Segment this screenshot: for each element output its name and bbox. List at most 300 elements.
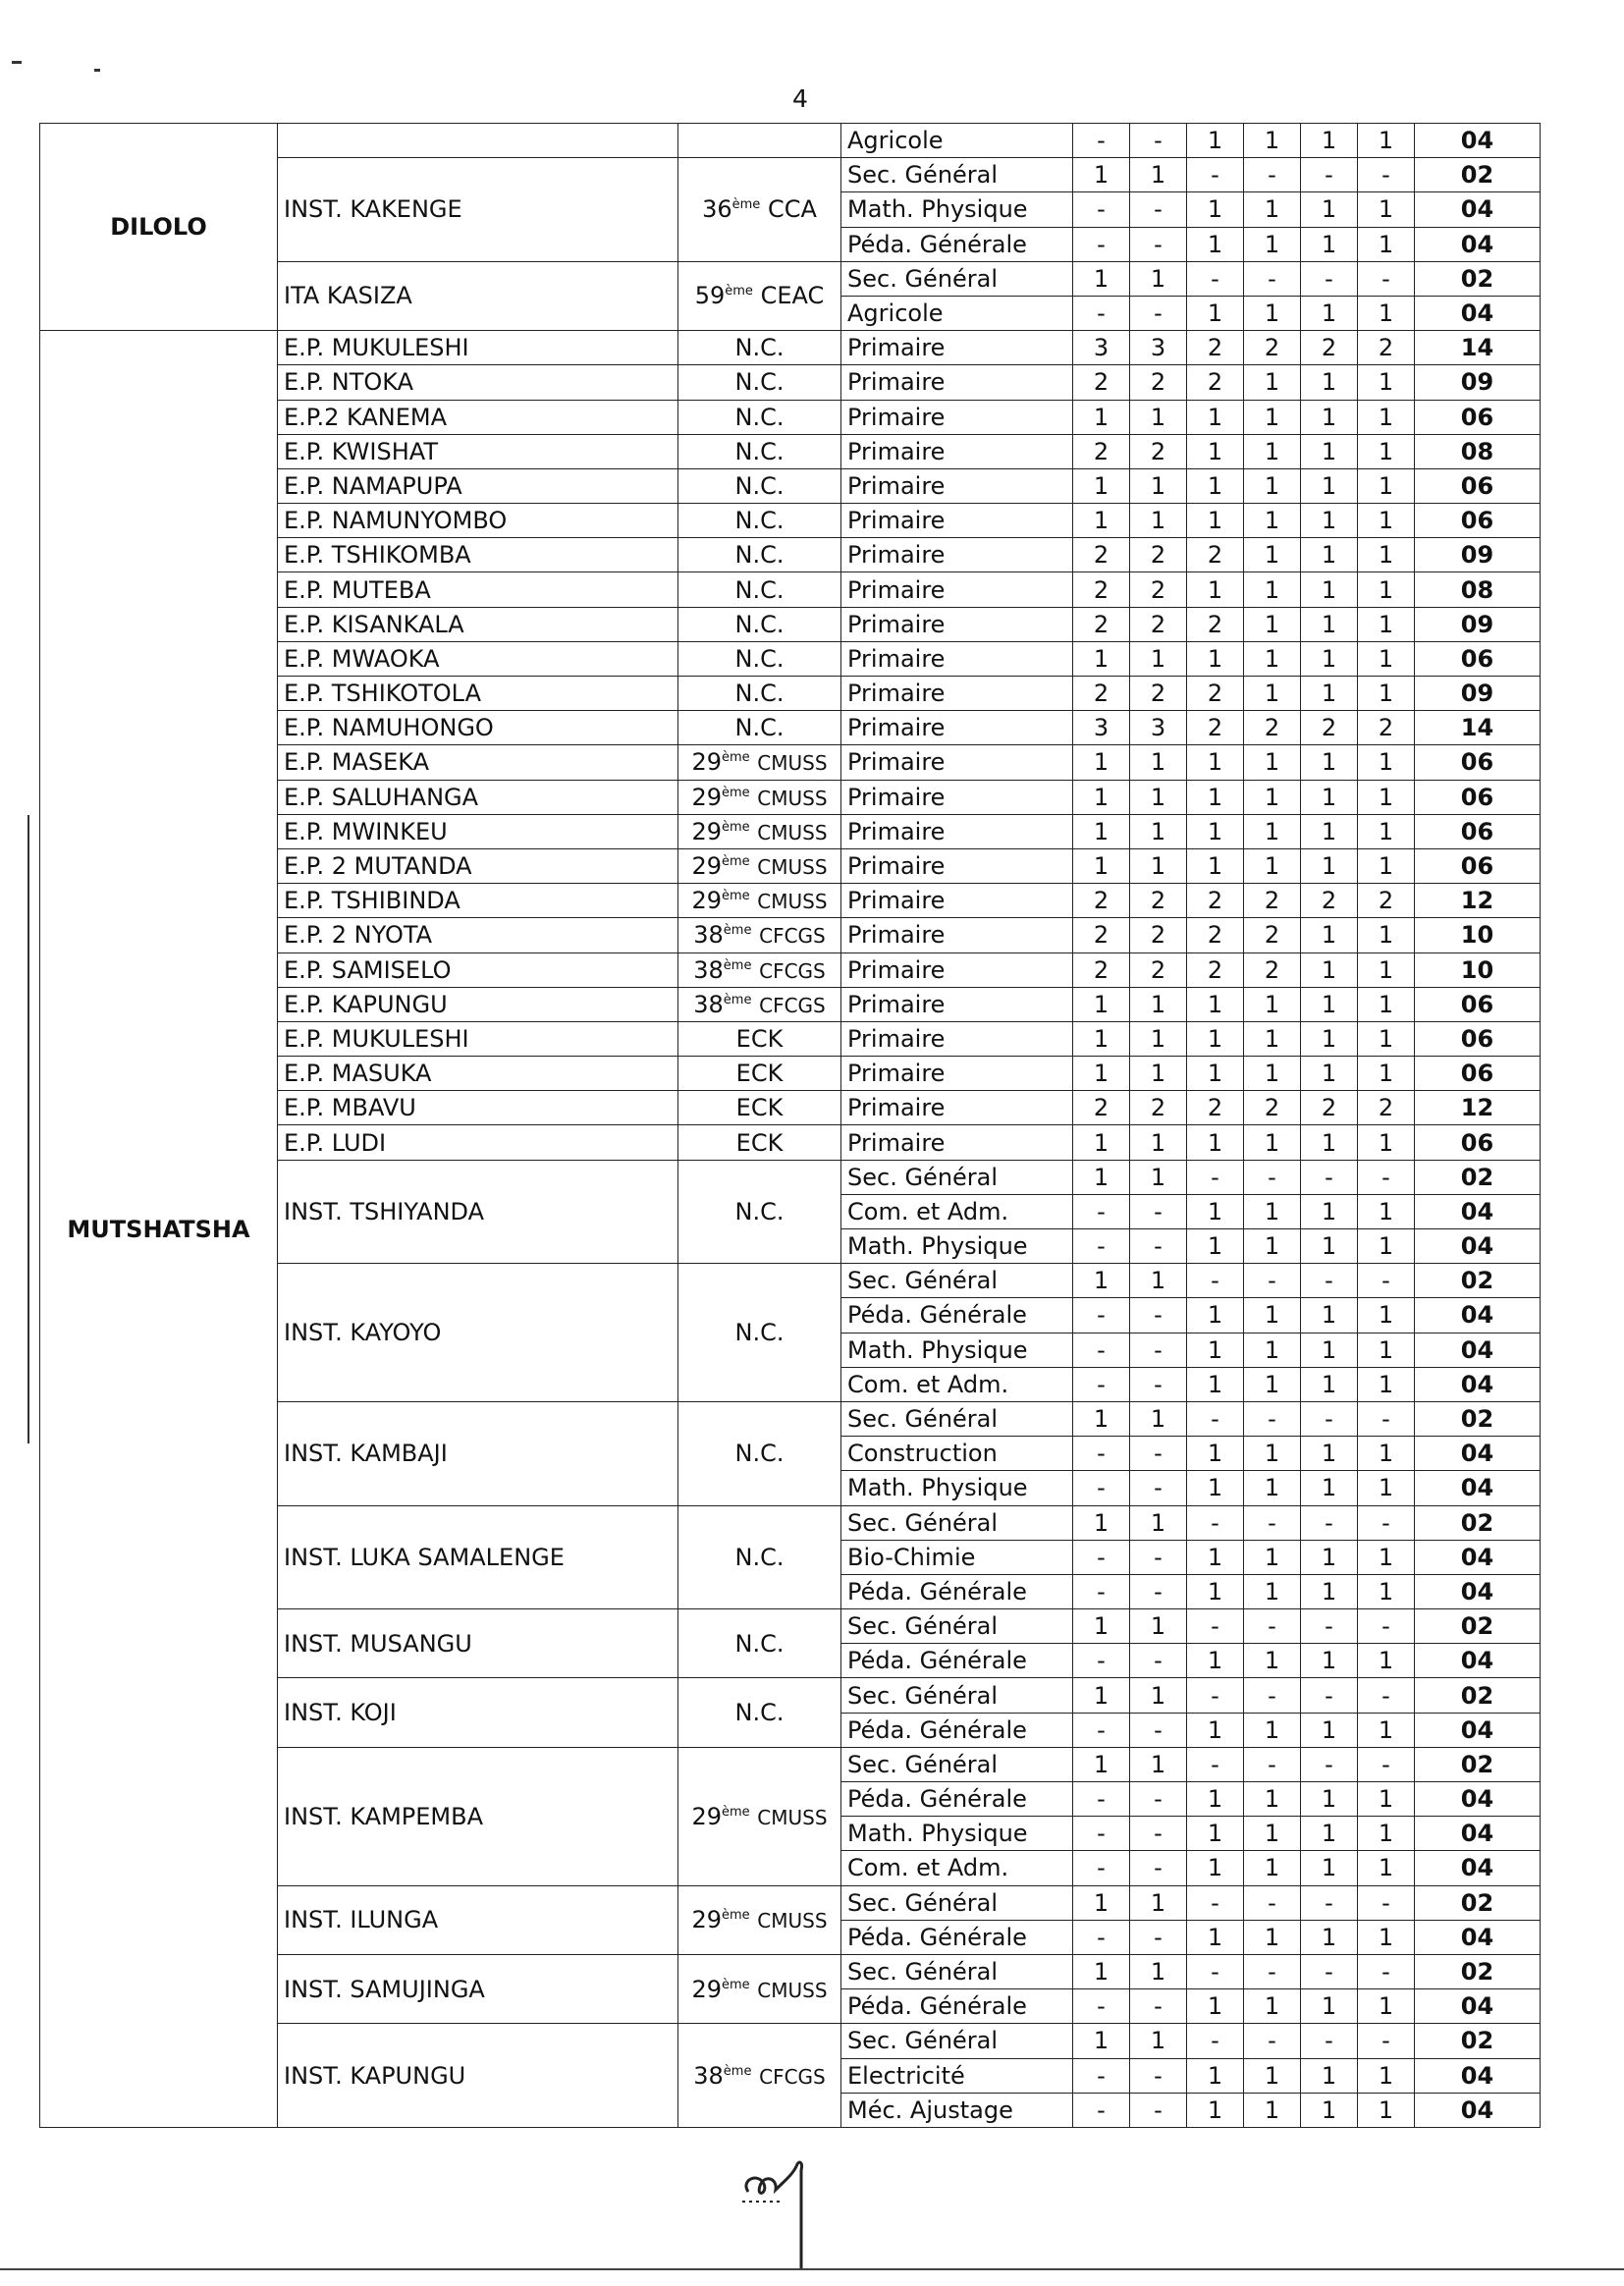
value-cell: - [1358, 1747, 1415, 1781]
value-cell: 1 [1358, 987, 1415, 1021]
value-cell: 1 [1073, 1264, 1130, 1298]
regime-number: N.C. [734, 644, 785, 673]
value-cell: 1 [1301, 1437, 1358, 1471]
value-cell: 1 [1073, 987, 1130, 1021]
option-name: Sec. Général [841, 1160, 1073, 1194]
regime-cell [678, 745, 841, 780]
value-cell: 1 [1244, 1229, 1301, 1264]
regime-number: N.C. [734, 471, 785, 500]
option-name: Péda. Générale [841, 1989, 1073, 2024]
value-cell: 1 [1187, 848, 1244, 883]
total-cell: 06 [1415, 987, 1541, 1021]
value-cell: 1 [1187, 1851, 1244, 1885]
value-cell: - [1244, 158, 1301, 192]
school-name: E.P.2 KANEMA [278, 400, 678, 434]
value-cell: 2 [1187, 918, 1244, 952]
regime-network: CFCGS [759, 958, 826, 983]
school-name: E.P. MASEKA [278, 745, 678, 780]
value-cell: 1 [1187, 1713, 1244, 1747]
regime-number: N.C. [734, 541, 785, 570]
school-name: E.P. KWISHAT [278, 434, 678, 468]
value-cell: - [1187, 1609, 1244, 1644]
value-cell: 1 [1244, 2058, 1301, 2093]
total-cell: 02 [1415, 1609, 1541, 1644]
value-cell: - [1130, 2093, 1187, 2127]
value-cell: - [1073, 1333, 1130, 1367]
value-cell: - [1130, 1817, 1187, 1851]
value-cell: 2 [1073, 538, 1130, 572]
value-cell: 1 [1130, 1057, 1187, 1091]
value-cell: 1 [1244, 400, 1301, 434]
value-cell: 1 [1301, 987, 1358, 1021]
total-cell: 06 [1415, 780, 1541, 814]
school-name: E.P. NAMUNYOMBO [278, 504, 678, 538]
value-cell: 1 [1130, 158, 1187, 192]
option-name: Primaire [841, 1057, 1073, 1091]
value-cell: - [1187, 1401, 1244, 1436]
value-cell: 1 [1244, 1125, 1301, 1160]
value-cell: - [1301, 158, 1358, 192]
total-cell: 08 [1415, 434, 1541, 468]
value-cell: 1 [1073, 1125, 1130, 1160]
regime-cell [678, 1609, 841, 1678]
value-cell: - [1073, 1229, 1130, 1264]
option-name: Com. et Adm. [841, 1367, 1073, 1401]
option-name: Primaire [841, 848, 1073, 883]
total-cell: 06 [1415, 468, 1541, 503]
value-cell: 1 [1244, 434, 1301, 468]
regime-number: ECK [735, 1094, 784, 1122]
value-cell: - [1130, 1540, 1187, 1574]
value-cell: 1 [1187, 434, 1244, 468]
total-cell: 09 [1415, 538, 1541, 572]
value-cell: 1 [1301, 1057, 1358, 1091]
page-bottom-rule [0, 2268, 1624, 2270]
value-cell: 2 [1130, 952, 1187, 987]
value-cell: 1 [1187, 987, 1244, 1021]
value-cell: - [1301, 1505, 1358, 1540]
value-cell: - [1187, 1160, 1244, 1194]
value-cell: 2 [1073, 572, 1130, 607]
regime-number: 29 [691, 783, 722, 811]
value-cell: 2 [1244, 1091, 1301, 1125]
option-name: Sec. Général [841, 2024, 1073, 2058]
option-name: Sec. Général [841, 1885, 1073, 1920]
value-cell: 1 [1301, 1851, 1358, 1885]
value-cell: 1 [1073, 1057, 1130, 1091]
value-cell: - [1301, 1401, 1358, 1436]
option-name: Primaire [841, 331, 1073, 365]
value-cell: 1 [1130, 1954, 1187, 1988]
option-name: Primaire [841, 400, 1073, 434]
regime-ordinal-suffix: ème [723, 923, 752, 939]
value-cell: 1 [1301, 1989, 1358, 2024]
value-cell: 1 [1358, 1644, 1415, 1678]
option-name: Sec. Général [841, 1264, 1073, 1298]
total-cell: 04 [1415, 1333, 1541, 1367]
value-cell: 1 [1301, 1298, 1358, 1333]
value-cell: 1 [1244, 780, 1301, 814]
value-cell: 1 [1130, 1885, 1187, 1920]
value-cell: - [1130, 1989, 1187, 2024]
value-cell: 2 [1130, 434, 1187, 468]
value-cell: - [1073, 2093, 1130, 2127]
value-cell: 2 [1187, 952, 1244, 987]
value-cell: - [1244, 1401, 1301, 1436]
school-name: E.P. MWAOKA [278, 641, 678, 676]
value-cell: - [1301, 1160, 1358, 1194]
option-name: Primaire [841, 677, 1073, 711]
value-cell: 1 [1073, 1954, 1130, 1988]
value-cell: - [1130, 1471, 1187, 1505]
value-cell: - [1244, 1885, 1301, 1920]
value-cell: 1 [1301, 538, 1358, 572]
value-cell: 1 [1187, 2058, 1244, 2093]
value-cell: - [1130, 1644, 1187, 1678]
option-name: Electricité [841, 2058, 1073, 2093]
value-cell: - [1073, 1574, 1130, 1608]
value-cell: 1 [1130, 745, 1187, 780]
school-name: E.P. SAMISELO [278, 952, 678, 987]
value-cell: 1 [1187, 400, 1244, 434]
allocation-table-body [40, 124, 1541, 2128]
value-cell: 1 [1130, 1021, 1187, 1056]
regime-network: CMUSS [757, 855, 828, 880]
school-name: INST. KAKENGE [278, 158, 678, 262]
school-name: INST. TSHIYANDA [278, 1160, 678, 1264]
value-cell: - [1301, 1885, 1358, 1920]
value-cell: 1 [1358, 1333, 1415, 1367]
value-cell: - [1301, 261, 1358, 296]
regime-network: CMUSS [757, 1909, 828, 1933]
value-cell: - [1244, 1678, 1301, 1713]
value-cell: 2 [1130, 884, 1187, 918]
regime-cell [678, 780, 841, 814]
total-cell: 04 [1415, 296, 1541, 330]
value-cell: 1 [1073, 2024, 1130, 2058]
value-cell: 1 [1187, 1471, 1244, 1505]
regime-network: CFCGS [759, 924, 826, 949]
value-cell: 1 [1244, 1021, 1301, 1056]
allocation-table [39, 123, 1541, 2128]
regime-number: 29 [691, 817, 722, 845]
value-cell: 1 [1244, 1851, 1301, 1885]
regime-ordinal-suffix: ème [721, 785, 750, 800]
regime-network: CFCGS [759, 2064, 826, 2089]
regime-number: N.C. [734, 1319, 785, 1347]
value-cell: 1 [1244, 227, 1301, 261]
total-cell: 06 [1415, 848, 1541, 883]
total-cell: 04 [1415, 1194, 1541, 1228]
value-cell: - [1244, 261, 1301, 296]
option-name: Primaire [841, 918, 1073, 952]
option-name: Primaire [841, 572, 1073, 607]
value-cell: 2 [1187, 1091, 1244, 1125]
value-cell: 1 [1358, 814, 1415, 848]
district-name: DILOLO [40, 124, 278, 331]
value-cell: 1 [1073, 158, 1130, 192]
value-cell: 2 [1187, 331, 1244, 365]
value-cell: 1 [1130, 468, 1187, 503]
regime-cell [678, 434, 841, 468]
value-cell: 1 [1130, 504, 1187, 538]
scan-mark [94, 69, 100, 72]
value-cell: 1 [1130, 400, 1187, 434]
value-cell: 2 [1073, 1091, 1130, 1125]
option-name: Math. Physique [841, 1333, 1073, 1367]
value-cell: - [1073, 1817, 1130, 1851]
value-cell: 1 [1301, 504, 1358, 538]
regime-number: ECK [735, 1128, 784, 1157]
total-cell: 04 [1415, 1471, 1541, 1505]
total-cell: 09 [1415, 677, 1541, 711]
regime-cell [678, 504, 841, 538]
school-name: INST. KAYOYO [278, 1264, 678, 1402]
regime-network: CMUSS [757, 1805, 828, 1829]
value-cell: 1 [1358, 918, 1415, 952]
regime-cell [678, 1125, 841, 1160]
value-cell: 1 [1244, 1333, 1301, 1367]
school-name: E.P. 2 MUTANDA [278, 848, 678, 883]
total-cell: 02 [1415, 1264, 1541, 1298]
regime-cell [678, 538, 841, 572]
signature [727, 2150, 844, 2278]
regime-ordinal-suffix: ème [721, 1977, 750, 1992]
value-cell: - [1130, 1298, 1187, 1333]
option-name: Primaire [841, 711, 1073, 745]
value-cell: 1 [1301, 1125, 1358, 1160]
regime-cell [678, 331, 841, 365]
value-cell: 1 [1187, 814, 1244, 848]
value-cell: 1 [1358, 780, 1415, 814]
regime-cell [678, 1401, 841, 1505]
value-cell: 1 [1187, 1229, 1244, 1264]
school-name: E.P. NAMAPUPA [278, 468, 678, 503]
regime-cell [678, 1954, 841, 2023]
regime-cell [678, 468, 841, 503]
value-cell: 1 [1187, 1021, 1244, 1056]
value-cell: 1 [1187, 780, 1244, 814]
value-cell: 1 [1187, 192, 1244, 227]
value-cell: - [1073, 1989, 1130, 2024]
option-name: Primaire [841, 1125, 1073, 1160]
value-cell: - [1244, 1747, 1301, 1781]
school-name [278, 124, 678, 158]
value-cell: - [1073, 2058, 1130, 2093]
value-cell: 1 [1301, 1920, 1358, 1954]
option-name: Construction [841, 1437, 1073, 1471]
regime-cell [678, 987, 841, 1021]
value-cell: 1 [1358, 468, 1415, 503]
option-name: Primaire [841, 1021, 1073, 1056]
value-cell: - [1073, 1540, 1130, 1574]
regime-cell [678, 1091, 841, 1125]
value-cell: 1 [1358, 400, 1415, 434]
value-cell: 2 [1301, 1091, 1358, 1125]
school-name: INST. KAMPEMBA [278, 1747, 678, 1885]
value-cell: 1 [1187, 641, 1244, 676]
value-cell: - [1073, 1298, 1130, 1333]
value-cell: 1 [1358, 745, 1415, 780]
regime-ordinal-suffix: ème [721, 819, 750, 835]
value-cell: 2 [1358, 711, 1415, 745]
value-cell: 1 [1244, 365, 1301, 400]
value-cell: - [1244, 1160, 1301, 1194]
value-cell: 1 [1301, 745, 1358, 780]
value-cell: 2 [1130, 677, 1187, 711]
value-cell: 1 [1358, 124, 1415, 158]
value-cell: - [1358, 158, 1415, 192]
regime-cell [678, 814, 841, 848]
value-cell: 2 [1073, 677, 1130, 711]
total-cell: 06 [1415, 1125, 1541, 1160]
regime-network: CMUSS [757, 890, 828, 914]
total-cell: 06 [1415, 400, 1541, 434]
option-name: Péda. Générale [841, 1298, 1073, 1333]
value-cell: 1 [1187, 1817, 1244, 1851]
total-cell: 02 [1415, 1401, 1541, 1436]
total-cell: 04 [1415, 1229, 1541, 1264]
regime-network: CEAC [760, 282, 825, 310]
total-cell: 04 [1415, 1540, 1541, 1574]
regime-network: CMUSS [757, 820, 828, 844]
regime-number: N.C. [734, 1629, 785, 1658]
total-cell: 09 [1415, 607, 1541, 641]
value-cell: 1 [1358, 192, 1415, 227]
total-cell: 06 [1415, 504, 1541, 538]
value-cell: 1 [1358, 227, 1415, 261]
total-cell: 04 [1415, 1713, 1541, 1747]
value-cell: 1 [1244, 2093, 1301, 2127]
option-name: Péda. Générale [841, 1644, 1073, 1678]
value-cell: - [1130, 1333, 1187, 1367]
value-cell: - [1130, 1229, 1187, 1264]
value-cell: 1 [1358, 538, 1415, 572]
regime-number: N.C. [734, 680, 785, 708]
value-cell: 1 [1244, 1194, 1301, 1228]
value-cell: 1 [1244, 468, 1301, 503]
total-cell: 04 [1415, 124, 1541, 158]
option-name: Math. Physique [841, 1229, 1073, 1264]
value-cell: 2 [1301, 331, 1358, 365]
value-cell: 3 [1130, 331, 1187, 365]
regime-cell [678, 607, 841, 641]
total-cell: 04 [1415, 192, 1541, 227]
value-cell: 2 [1301, 711, 1358, 745]
scan-mark [12, 61, 22, 64]
value-cell: 2 [1244, 711, 1301, 745]
value-cell: - [1130, 1574, 1187, 1608]
value-cell: 1 [1130, 814, 1187, 848]
value-cell: 1 [1301, 2058, 1358, 2093]
value-cell: 1 [1358, 2093, 1415, 2127]
value-cell: 1 [1301, 1817, 1358, 1851]
value-cell: 1 [1301, 1540, 1358, 1574]
value-cell: 1 [1358, 1437, 1415, 1471]
value-cell: - [1244, 1505, 1301, 1540]
value-cell: 1 [1244, 1817, 1301, 1851]
value-cell: 1 [1301, 1782, 1358, 1817]
value-cell: - [1130, 1713, 1187, 1747]
value-cell: - [1358, 1885, 1415, 1920]
value-cell: - [1187, 158, 1244, 192]
value-cell: 1 [1358, 365, 1415, 400]
school-name: E.P. KAPUNGU [278, 987, 678, 1021]
value-cell: 1 [1358, 641, 1415, 676]
total-cell: 02 [1415, 261, 1541, 296]
value-cell: - [1244, 1264, 1301, 1298]
value-cell: 3 [1073, 331, 1130, 365]
regime-cell [678, 400, 841, 434]
value-cell: - [1358, 1401, 1415, 1436]
option-name: Agricole [841, 124, 1073, 158]
value-cell: 1 [1301, 1229, 1358, 1264]
total-cell: 04 [1415, 2093, 1541, 2127]
value-cell: - [1130, 1782, 1187, 1817]
value-cell: 1 [1358, 1713, 1415, 1747]
value-cell: 1 [1358, 1021, 1415, 1056]
value-cell: 2 [1130, 572, 1187, 607]
total-cell: 02 [1415, 1505, 1541, 1540]
option-name: Primaire [841, 952, 1073, 987]
value-cell: 2 [1244, 918, 1301, 952]
value-cell: 1 [1244, 1920, 1301, 1954]
value-cell: - [1244, 1609, 1301, 1644]
regime-ordinal-suffix: ème [721, 854, 750, 870]
value-cell: - [1187, 1678, 1244, 1713]
value-cell: 1 [1130, 1505, 1187, 1540]
option-name: Agricole [841, 296, 1073, 330]
school-name: E.P. 2 NYOTA [278, 918, 678, 952]
regime-network: CCA [767, 195, 817, 224]
value-cell: - [1130, 1920, 1187, 1954]
total-cell: 12 [1415, 1091, 1541, 1125]
total-cell: 06 [1415, 1021, 1541, 1056]
value-cell: 1 [1358, 1298, 1415, 1333]
value-cell: 1 [1187, 468, 1244, 503]
value-cell: 2 [1130, 1091, 1187, 1125]
value-cell: 1 [1244, 607, 1301, 641]
regime-number: 59 [694, 282, 726, 310]
value-cell: 1 [1301, 1713, 1358, 1747]
value-cell: 1 [1130, 2024, 1187, 2058]
value-cell: 1 [1244, 987, 1301, 1021]
value-cell: 2 [1073, 918, 1130, 952]
value-cell: - [1358, 1678, 1415, 1713]
value-cell: 2 [1187, 607, 1244, 641]
school-name: ITA KASIZA [278, 261, 678, 330]
value-cell: 2 [1073, 952, 1130, 987]
value-cell: 2 [1358, 1091, 1415, 1125]
regime-number: 29 [691, 748, 722, 777]
value-cell: 2 [1244, 952, 1301, 987]
value-cell: 1 [1073, 1885, 1130, 1920]
value-cell: 1 [1301, 365, 1358, 400]
option-name: Sec. Général [841, 1609, 1073, 1644]
regime-cell [678, 1747, 841, 1885]
school-name: INST. KAPUNGU [278, 2024, 678, 2128]
value-cell: 1 [1301, 1367, 1358, 1401]
option-name: Sec. Général [841, 1954, 1073, 1988]
value-cell: 1 [1301, 2093, 1358, 2127]
regime-cell [678, 158, 841, 262]
value-cell: 1 [1358, 1125, 1415, 1160]
value-cell: 1 [1301, 468, 1358, 503]
value-cell: 1 [1073, 641, 1130, 676]
option-name: Primaire [841, 884, 1073, 918]
regime-number: N.C. [734, 610, 785, 638]
value-cell: 1 [1358, 504, 1415, 538]
